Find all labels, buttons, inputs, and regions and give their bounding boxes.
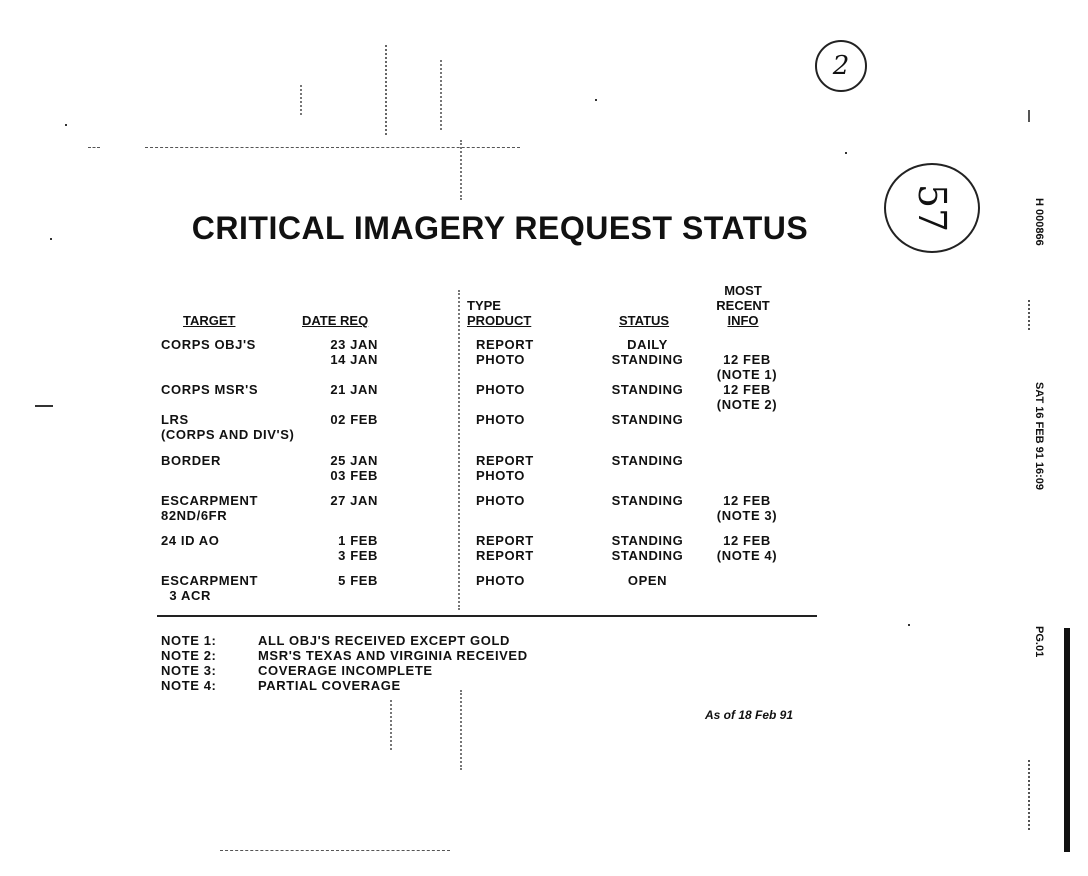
scan-speck: [65, 124, 67, 126]
scan-speck: [845, 152, 847, 154]
row-status: STANDING STANDING: [611, 533, 684, 563]
row-status: OPEN: [627, 573, 668, 588]
row-date: 27 JAN: [330, 493, 378, 508]
row-date: 5 FEB: [338, 573, 378, 588]
circled-annotation: 2: [815, 40, 867, 92]
note-text: COVERAGE INCOMPLETE: [258, 663, 433, 678]
row-date: 21 JAN: [330, 382, 378, 397]
scan-speck: [50, 238, 52, 240]
note-label: NOTE 2:: [161, 648, 217, 663]
scan-artifact-line: [385, 45, 389, 135]
row-product: REPORT PHOTO: [476, 337, 534, 367]
fax-datetime: SAT 16 FEB 91 16:09: [1033, 382, 1045, 491]
table-bottom-rule: [157, 615, 817, 617]
scan-artifact-line: [220, 850, 450, 852]
row-status: STANDING: [611, 382, 684, 397]
header-status: STATUS: [619, 313, 670, 328]
header-type: TYPE: [467, 298, 501, 313]
scan-artifact-line: [88, 147, 100, 149]
note-text: ALL OBJ'S RECEIVED EXCEPT GOLD: [258, 633, 510, 648]
scan-artifact-line: [460, 140, 464, 200]
row-info: 12 FEB (NOTE 4): [716, 533, 778, 563]
row-target: LRS (CORPS AND DIV'S): [161, 412, 295, 442]
note-label: NOTE 4:: [161, 678, 217, 693]
note-text: MSR'S TEXAS AND VIRGINIA RECEIVED: [258, 648, 528, 663]
row-product: PHOTO: [476, 493, 525, 508]
row-date: 23 JAN 14 JAN: [330, 337, 378, 367]
scan-speck: [908, 624, 910, 626]
fax-id: H 000866: [1033, 198, 1045, 246]
scan-artifact-line: [1028, 760, 1032, 830]
row-date: 02 FEB: [330, 412, 378, 427]
row-info: 12 FEB (NOTE 2): [716, 382, 778, 412]
row-product: REPORT REPORT: [476, 533, 534, 563]
header-product: PRODUCT: [467, 313, 532, 328]
note-text: PARTIAL COVERAGE: [258, 678, 401, 693]
scan-artifact-line: [460, 690, 464, 770]
row-target: CORPS MSR'S: [161, 382, 259, 397]
circled-annotation: 57: [884, 163, 980, 253]
row-target: BORDER: [161, 453, 221, 468]
row-status: DAILY STANDING: [611, 337, 684, 367]
row-status: STANDING: [611, 412, 684, 427]
note-label: NOTE 3:: [161, 663, 217, 678]
row-date: 1 FEB 3 FEB: [338, 533, 378, 563]
row-info: 12 FEB (NOTE 1): [716, 352, 778, 382]
row-status: STANDING: [611, 493, 684, 508]
fax-edge-bar: [1064, 628, 1070, 852]
header-recent: RECENT: [716, 298, 770, 313]
note-label: NOTE 1:: [161, 633, 217, 648]
scan-artifact-line: [390, 700, 394, 750]
scan-speck: [595, 99, 597, 101]
row-target: CORPS OBJ'S: [161, 337, 256, 352]
header-date-req: DATE REQ: [302, 313, 369, 328]
row-product: PHOTO: [476, 382, 525, 397]
row-target: ESCARPMENT 3 ACR: [161, 573, 259, 603]
scan-artifact-line: [300, 85, 304, 115]
row-product: PHOTO: [476, 573, 525, 588]
row-info: 12 FEB (NOTE 3): [716, 493, 778, 523]
page-title: CRITICAL IMAGERY REQUEST STATUS: [191, 210, 809, 246]
header-info: INFO: [727, 313, 759, 328]
row-target: ESCARPMENT 82ND/6FR: [161, 493, 259, 523]
header-target: TARGET: [183, 313, 236, 328]
header-most: MOST: [724, 283, 762, 298]
scan-artifact-line: [1028, 110, 1032, 122]
row-status: STANDING: [611, 453, 684, 468]
as-of-date: As of 18 Feb 91: [705, 708, 794, 722]
scan-artifact-line: [35, 405, 53, 407]
row-product: REPORT PHOTO: [476, 453, 534, 483]
row-date: 25 JAN 03 FEB: [330, 453, 378, 483]
scan-artifact-line: [1028, 300, 1032, 330]
row-target: 24 ID AO: [161, 533, 220, 548]
fax-page: PG.01: [1033, 626, 1045, 658]
row-product: PHOTO: [476, 412, 525, 427]
column-divider: [458, 290, 460, 610]
scan-artifact-line: [440, 60, 444, 130]
